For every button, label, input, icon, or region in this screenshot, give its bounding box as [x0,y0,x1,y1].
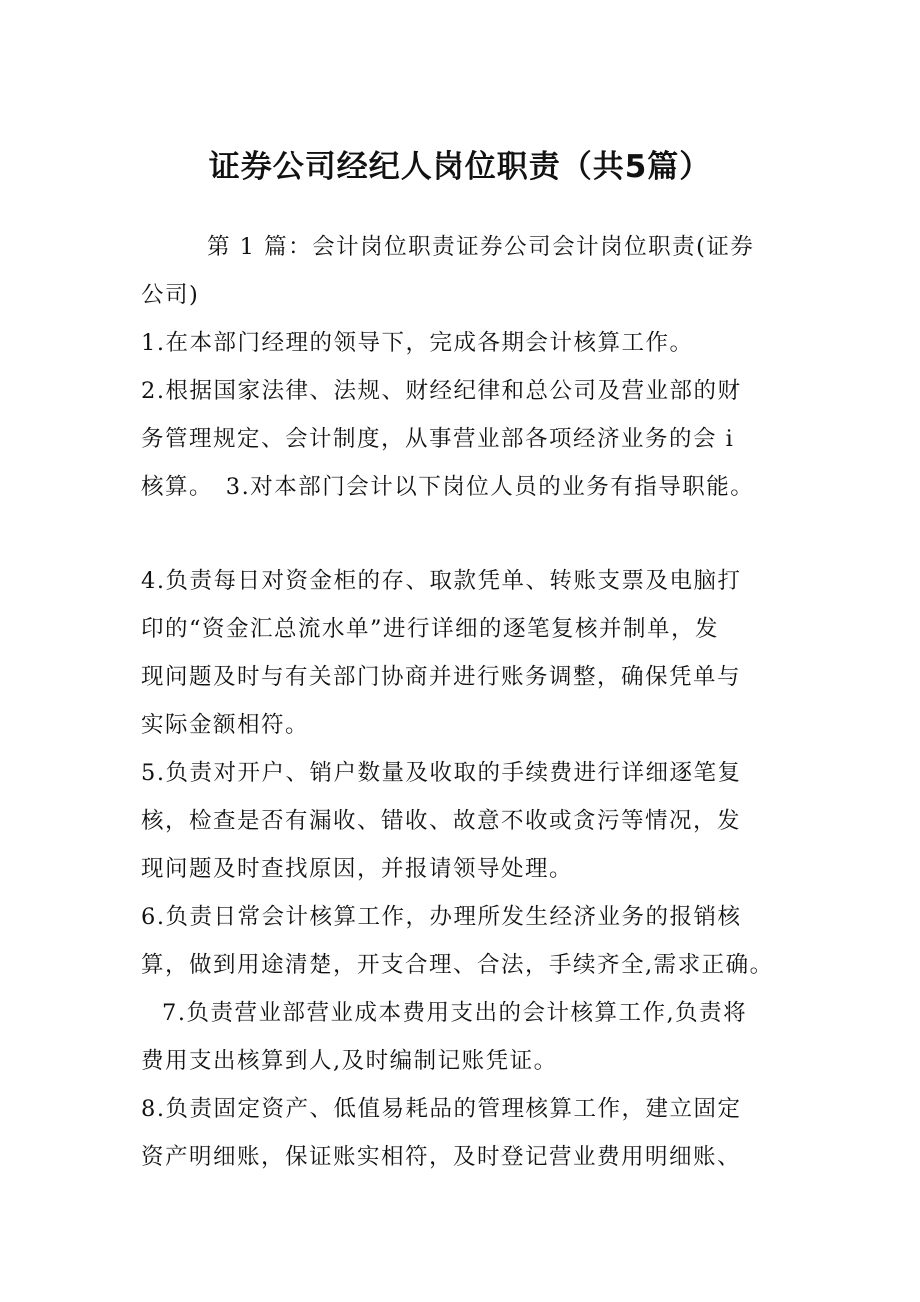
paragraph-line: 5.负责对开户、销户数量及收取的手续费进行详细逐笔复 [141,760,742,786]
paragraph-line: 公司) [141,282,200,308]
paragraph-line: 实际金额相符。 [141,712,310,738]
paragraph-line: 资产明细账，保证账实相符，及时登记营业费用明细账、 [141,1144,742,1170]
paragraph-line: 算，做到用途清楚，开支合理、合法，手续齐全,需求正确。 [141,952,774,978]
paragraph-line: 现问题及时查找原因，并报请领导处理。 [141,856,574,882]
paragraph-line: 1.在本部门经理的领导下，完成各期会计核算工作。 [141,330,694,356]
paragraph-line: 现问题及时与有关部门协商并进行账务调整，确保凭单与 [141,664,742,690]
paragraph-line: 6.负责日常会计核算工作，办理所发生经济业务的报销核 [141,904,742,930]
paragraph-line: 务管理规定、会计制度，从事营业部各项经济业务的会 i [141,426,735,452]
paragraph-line: 第 1 篇：会计岗位职责证券公司会计岗位职责(证券 [207,234,755,260]
paragraph-line: 核算。 3.对本部门会计以下岗位人员的业务有指导职能。 [141,474,755,500]
paragraph-line: 2.根据国家法律、法规、财经纪律和总公司及营业部的财 [141,378,742,404]
paragraph-line: 4.负责每日对资金柜的存、取款凭单、转账支票及电脑打 [141,568,742,594]
paragraph-line: 费用支出核算到人,及时编制记账凭证。 [141,1048,558,1074]
paragraph-line: 8.负责固定资产、低值易耗品的管理核算工作，建立固定 [141,1096,742,1122]
paragraph-line: 7.负责营业部营业成本费用支出的会计核算工作,负责将 [162,1000,748,1026]
document-title: 证券公司经纪人岗位职责（共5篇） [208,149,712,185]
paragraph-line: 印的“资金汇总流水单”进行详细的逐笔复核并制单，发 [141,616,720,642]
paragraph-line: 核，检查是否有漏收、错收、故意不收或贪污等情况，发 [141,808,742,834]
